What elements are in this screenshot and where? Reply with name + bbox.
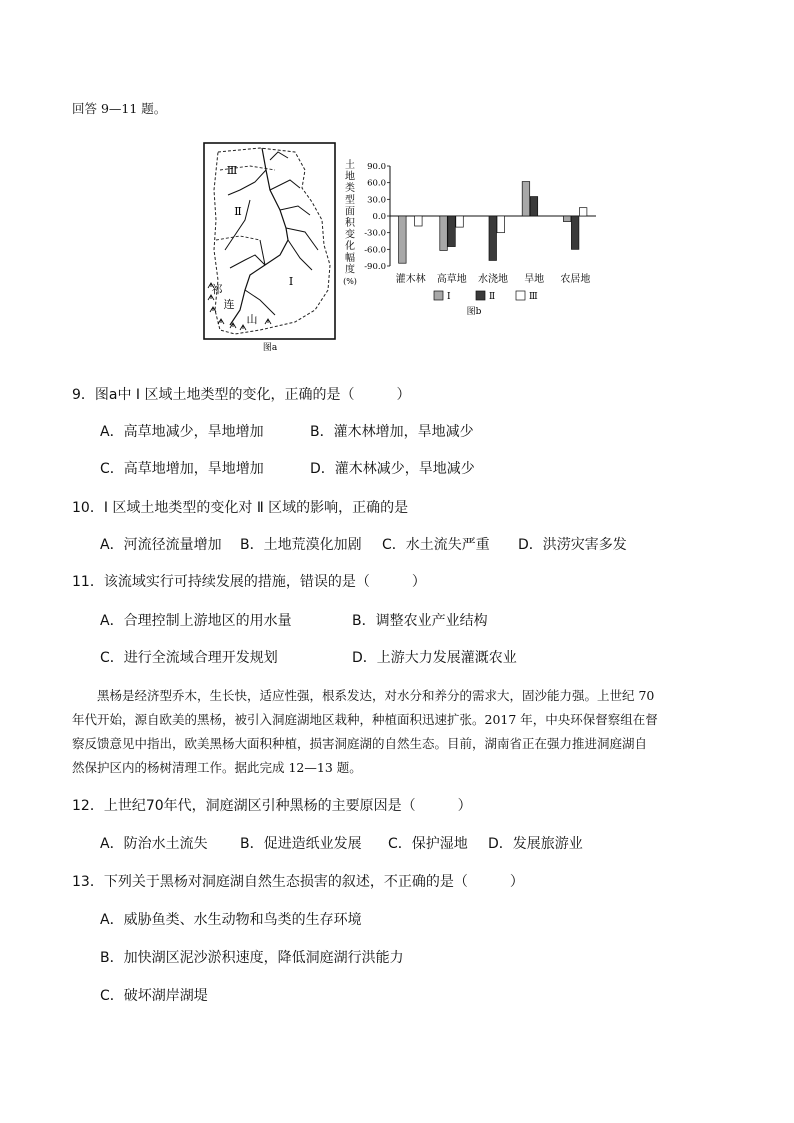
y-tick-label: 60.0: [367, 178, 386, 189]
legend: [434, 291, 538, 302]
y-axis-label-char: 幅: [345, 252, 355, 264]
x-category-label: 高草地: [436, 274, 467, 285]
bar: [440, 216, 448, 250]
question-12-stem: 12．上世纪70年代，洞庭湖区引种黑杨的主要原因是（ ）: [72, 798, 472, 814]
legend-swatch: [434, 291, 443, 300]
y-axis-label-char: 型: [345, 194, 355, 206]
tributary: [288, 240, 312, 270]
figure-a-caption: 图a: [262, 343, 278, 353]
passage-line: 察反馈意见中指出，欧美黑杨大面积种植，损害洞庭湖的自然生态。目前，湖南省正在强力推进洞庭湖自: [72, 736, 648, 751]
y-axis-label-char: 土: [345, 160, 355, 171]
bar: [579, 208, 587, 216]
tributary: [270, 180, 300, 190]
bar: [497, 216, 505, 233]
figure-b-chart: [338, 158, 603, 323]
question-13-option-a: A．威胁鱼类、水生动物和鸟类的生存环境: [100, 912, 362, 928]
x-category-label: 农居地: [560, 274, 591, 285]
bar: [399, 216, 407, 263]
passage-line: 然保护区内的杨树清理工作。据此完成 12—13 题。: [72, 760, 362, 775]
question-12-option-a: A．防治水土流失: [100, 836, 208, 852]
question-10-option-a: A．河流径流量增加: [100, 537, 222, 553]
question-10-stem: 10．Ⅰ 区域土地类型的变化对 Ⅱ 区域的影响，正确的是: [72, 500, 409, 516]
legend-swatch: [476, 291, 485, 300]
y-axis-label-char: (%): [343, 277, 357, 286]
question-9-option-c: C．高草地增加，旱地增加: [100, 461, 264, 477]
question-9-stem: 9．图a中 Ⅰ 区域土地类型的变化，正确的是（ ）: [72, 387, 411, 403]
x-category-label: 旱地: [524, 274, 545, 285]
figure-a-map: [200, 140, 346, 355]
x-category-labels: [396, 272, 591, 285]
mountain-char: 祁: [211, 283, 223, 296]
y-axis-label: [343, 158, 357, 286]
question-13-option-c: C．破坏湖岸湖堤: [100, 988, 208, 1004]
tributary: [280, 206, 310, 215]
y-axis-label-char: 面: [345, 206, 355, 218]
bar: [415, 216, 423, 226]
intro-line: 回答 9—11 题。: [72, 101, 167, 116]
x-category-label: 灌木林: [395, 274, 426, 285]
y-tick-label: -60.0: [364, 245, 386, 256]
bar: [489, 216, 497, 260]
region-boundary-2: [216, 236, 260, 240]
question-10-option-b: B．土地荒漠化加剧: [240, 537, 362, 553]
tributary: [270, 152, 288, 160]
question-11-option-c: C．进行全流域合理开发规划: [100, 650, 278, 666]
region-label-3: Ⅲ: [226, 164, 238, 177]
legend-label: Ⅰ: [447, 292, 451, 302]
figure-b-caption: 图b: [466, 307, 482, 317]
y-tick-label: 90.0: [367, 162, 386, 172]
question-9-option-b: B．灌木林增加，旱地减少: [310, 424, 474, 440]
question-13-option-b: B．加快湖区泥沙淤积速度，降低洞庭湖行洪能力: [100, 950, 404, 966]
legend-label: Ⅱ: [489, 292, 496, 302]
y-axis-label-char: 积: [345, 218, 355, 229]
question-10-option-c: C．水土流失严重: [382, 537, 490, 553]
legend-label: Ⅲ: [529, 292, 538, 302]
y-tick-label: -30.0: [364, 228, 386, 239]
tributary: [286, 228, 318, 250]
tributary: [245, 290, 275, 315]
question-11-stem: 11．该流域实行可持续发展的措施，错误的是（ ）: [72, 574, 426, 590]
region-label-2: Ⅱ: [234, 205, 242, 218]
question-10-option-d: D．洪涝灾害多发: [518, 537, 627, 553]
question-9-option-a: A．高草地减少，旱地增加: [100, 424, 264, 440]
question-12-option-c: C．保护湿地: [388, 836, 468, 852]
question-12-option-d: D．发展旅游业: [488, 836, 583, 852]
y-axis-label-char: 度: [345, 264, 355, 276]
bar: [522, 182, 530, 216]
mountain-char: 连: [223, 298, 235, 311]
y-axis-label-char: 化: [345, 241, 355, 253]
question-12-option-b: B．促进造纸业发展: [240, 836, 362, 852]
y-tick-label: 30.0: [367, 195, 386, 206]
bar: [571, 216, 579, 249]
question-13-stem: 13．下列关于黑杨对洞庭湖自然生态损害的叙述，不正确的是（ ）: [72, 874, 524, 890]
bar: [456, 216, 464, 227]
y-axis-label-char: 类: [345, 183, 355, 195]
question-11-option-d: D．上游大力发展灌溉农业: [352, 650, 517, 666]
passage-line: 黑杨是经济型乔木，生长快，适应性强，根系发达，对水分和养分的需求大，固沙能力强。上世纪 70: [72, 688, 655, 703]
bar: [448, 216, 456, 247]
bar: [530, 197, 538, 216]
y-axis-label-char: 变: [345, 229, 355, 241]
bar: [563, 216, 571, 222]
region-label-1: Ⅰ: [288, 275, 294, 288]
tributary: [230, 255, 265, 268]
question-11-option-b: B．调整农业产业结构: [352, 613, 488, 629]
legend-swatch: [516, 291, 525, 300]
mountain-char: 山: [246, 313, 258, 326]
y-tick-label: 0.0: [372, 212, 386, 222]
bars: [399, 182, 587, 264]
passage-line: 年代开始，源自欧美的黑杨，被引入洞庭湖地区栽种，种植面积迅速扩张。2017 年，中央环保督察组在督: [72, 712, 658, 727]
question-11-option-a: A．合理控制上游地区的用水量: [100, 613, 292, 629]
y-tick-label: -90.0: [364, 262, 386, 272]
question-9-option-d: D．灌木林减少，旱地减少: [310, 461, 475, 477]
reading-passage: [72, 684, 732, 780]
y-axis-label-char: 地: [345, 171, 355, 183]
x-category-label: 水浇地: [478, 274, 508, 285]
